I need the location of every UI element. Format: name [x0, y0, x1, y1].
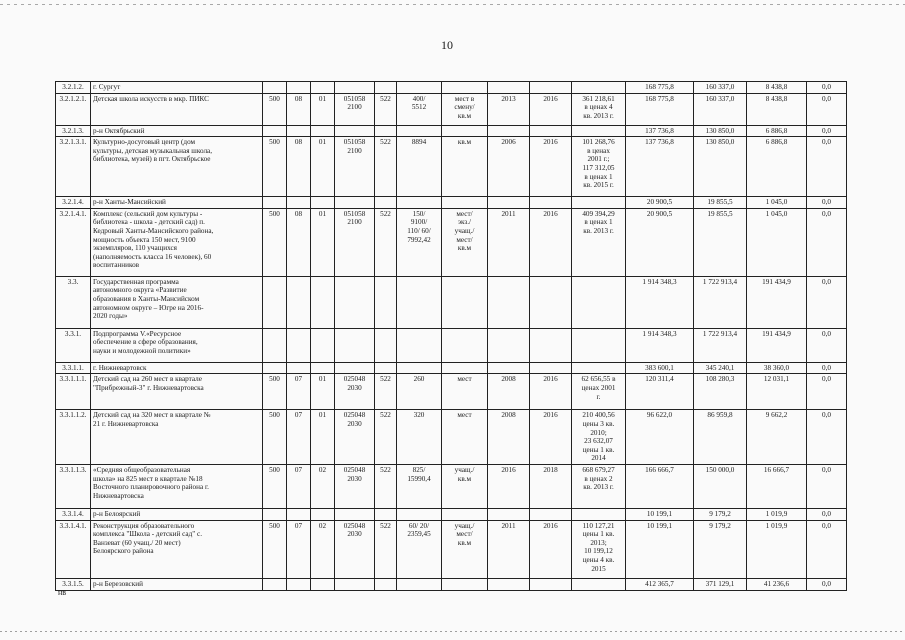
row-target-article: 025048 2030 — [335, 464, 375, 508]
row-glava — [263, 82, 287, 94]
row-local-amount: 8 438,8 — [747, 82, 807, 94]
row-budget-amount: 160 337,0 — [694, 82, 747, 94]
row-target-article — [335, 362, 375, 374]
row-razdel: 08 — [287, 208, 311, 276]
row-capacity — [397, 508, 442, 520]
row-end-year: 2016 — [530, 520, 572, 578]
table-row-project — [56, 410, 847, 465]
row-glava — [263, 362, 287, 374]
row-unit — [442, 578, 488, 590]
row-budget-amount: 19 855,5 — [694, 197, 747, 209]
row-unit — [442, 197, 488, 209]
row-estimated-cost — [572, 82, 626, 94]
row-percent: 0,0 — [807, 328, 847, 362]
row-budget-amount: 371 129,1 — [694, 578, 747, 590]
row-budget-amount: 150 000,0 — [694, 464, 747, 508]
row-razdel: 07 — [287, 464, 311, 508]
row-podrazdel: 01 — [311, 137, 335, 197]
row-code: 3.3.1.1.1. — [56, 374, 91, 410]
row-razdel: 07 — [287, 374, 311, 410]
scan-edge-bottom — [0, 631, 905, 632]
row-expense-type — [375, 125, 397, 137]
row-name: Комплекс (сельский дом культуры - библиотека - школа - детский сад) п. Кедровый Ханты-Мансийского района, мощность объекта 150 мест, 9100 экземпляров, 110 учащихся (наполняемость класса 16 человек), 60 воспитанников — [91, 208, 263, 276]
row-target-article — [335, 578, 375, 590]
row-unit: учащ./ кв.м — [442, 464, 488, 508]
row-target-article: 051058 2100 — [335, 208, 375, 276]
row-estimated-cost — [572, 125, 626, 137]
row-razdel: 08 — [287, 93, 311, 125]
row-unit: мест в смену/ кв.м — [442, 93, 488, 125]
scan-edge-top — [0, 4, 905, 5]
row-code: 3.3.1. — [56, 328, 91, 362]
row-name: р-н Октябрьский — [91, 125, 263, 137]
row-end-year — [530, 508, 572, 520]
row-podrazdel: 01 — [311, 93, 335, 125]
row-total-amount: 137 736,8 — [626, 125, 694, 137]
row-capacity: 260 — [397, 374, 442, 410]
row-start-year: 2011 — [488, 520, 530, 578]
table-row-project — [56, 93, 847, 125]
row-percent: 0,0 — [807, 578, 847, 590]
row-unit — [442, 276, 488, 328]
row-estimated-cost: 110 127,21 цены 1 кв. 2013; 10 199,12 цены 4 кв. 2015 — [572, 520, 626, 578]
table-row-project — [56, 374, 847, 410]
row-unit — [442, 328, 488, 362]
table-row-project — [56, 520, 847, 578]
row-glava: 500 — [263, 137, 287, 197]
row-target-article — [335, 328, 375, 362]
row-glava: 500 — [263, 93, 287, 125]
footer-mark: нв — [58, 588, 67, 597]
row-razdel — [287, 508, 311, 520]
row-code: 3.3.1.1.3. — [56, 464, 91, 508]
row-percent: 0,0 — [807, 410, 847, 465]
row-start-year: 2016 — [488, 464, 530, 508]
row-start-year: 2013 — [488, 93, 530, 125]
row-estimated-cost: 101 268,76 в ценах 2001 г.; 117 312,05 в ценах 1 кв. 2015 г. — [572, 137, 626, 197]
row-podrazdel — [311, 578, 335, 590]
row-expense-type — [375, 362, 397, 374]
row-glava — [263, 276, 287, 328]
row-estimated-cost: 361 218,61 в ценах 4 кв. 2013 г. — [572, 93, 626, 125]
row-name: р-н Березовский — [91, 578, 263, 590]
row-target-article: 025048 2030 — [335, 520, 375, 578]
row-budget-amount: 9 179,2 — [694, 508, 747, 520]
row-end-year: 2016 — [530, 93, 572, 125]
row-podrazdel — [311, 276, 335, 328]
row-end-year — [530, 197, 572, 209]
row-razdel — [287, 328, 311, 362]
row-start-year — [488, 508, 530, 520]
row-local-amount: 16 666,7 — [747, 464, 807, 508]
row-capacity — [397, 82, 442, 94]
row-percent: 0,0 — [807, 197, 847, 209]
row-percent: 0,0 — [807, 82, 847, 94]
row-target-article: 025048 2030 — [335, 374, 375, 410]
row-podrazdel — [311, 82, 335, 94]
row-code: 3.2.1.3.1. — [56, 137, 91, 197]
row-glava — [263, 508, 287, 520]
row-total-amount: 166 666,7 — [626, 464, 694, 508]
row-total-amount: 10 199,1 — [626, 520, 694, 578]
row-expense-type: 522 — [375, 520, 397, 578]
row-expense-type: 522 — [375, 137, 397, 197]
row-total-amount: 1 914 348,3 — [626, 276, 694, 328]
row-target-article — [335, 276, 375, 328]
row-unit: учащ./ мест/ кв.м — [442, 520, 488, 578]
row-podrazdel: 01 — [311, 410, 335, 465]
row-capacity — [397, 328, 442, 362]
row-total-amount: 168 775,8 — [626, 82, 694, 94]
row-local-amount: 6 886,8 — [747, 137, 807, 197]
row-percent: 0,0 — [807, 374, 847, 410]
row-name: р-н Белоярский — [91, 508, 263, 520]
row-estimated-cost — [572, 508, 626, 520]
row-unit: мест — [442, 410, 488, 465]
row-capacity: 150/ 9100/ 110/ 60/ 7992,42 — [397, 208, 442, 276]
row-capacity: 8894 — [397, 137, 442, 197]
row-podrazdel — [311, 328, 335, 362]
row-percent: 0,0 — [807, 276, 847, 328]
row-start-year: 2011 — [488, 208, 530, 276]
row-capacity — [397, 578, 442, 590]
row-percent: 0,0 — [807, 208, 847, 276]
row-expense-type: 522 — [375, 374, 397, 410]
row-estimated-cost — [572, 578, 626, 590]
row-podrazdel: 01 — [311, 208, 335, 276]
row-budget-amount: 345 240,1 — [694, 362, 747, 374]
row-name: г. Сургут — [91, 82, 263, 94]
row-glava: 500 — [263, 208, 287, 276]
row-total-amount: 412 365,7 — [626, 578, 694, 590]
row-percent: 0,0 — [807, 137, 847, 197]
row-budget-amount: 19 855,5 — [694, 208, 747, 276]
row-name: р-н Ханты-Мансийский — [91, 197, 263, 209]
row-glava: 500 — [263, 464, 287, 508]
row-end-year — [530, 125, 572, 137]
row-name: Культурно-досуговый центр (дом культуры, детская музыкальная школа, библиотека, музей) в пгт. Октябрьское — [91, 137, 263, 197]
row-percent: 0,0 — [807, 520, 847, 578]
table-body — [56, 82, 847, 591]
row-unit: кв.м — [442, 137, 488, 197]
table-row-project — [56, 208, 847, 276]
row-capacity — [397, 125, 442, 137]
row-local-amount: 41 236,6 — [747, 578, 807, 590]
row-unit: мест — [442, 374, 488, 410]
row-total-amount: 96 622,0 — [626, 410, 694, 465]
row-unit — [442, 362, 488, 374]
row-percent: 0,0 — [807, 93, 847, 125]
row-start-year — [488, 276, 530, 328]
row-end-year: 2016 — [530, 208, 572, 276]
row-code: 3.2.1.4.1. — [56, 208, 91, 276]
row-local-amount: 1 019,9 — [747, 520, 807, 578]
row-razdel — [287, 125, 311, 137]
row-total-amount: 1 914 348,3 — [626, 328, 694, 362]
row-glava — [263, 578, 287, 590]
row-local-amount: 38 360,0 — [747, 362, 807, 374]
row-code: 3.3.1.5. — [56, 578, 91, 590]
row-capacity — [397, 197, 442, 209]
row-podrazdel — [311, 508, 335, 520]
row-podrazdel: 02 — [311, 520, 335, 578]
table-row-territory — [56, 125, 847, 137]
row-podrazdel: 01 — [311, 374, 335, 410]
row-estimated-cost: 62 656,55 в ценах 2001 г. — [572, 374, 626, 410]
row-code: 3.3.1.4. — [56, 508, 91, 520]
table-row-territory — [56, 508, 847, 520]
row-percent: 0,0 — [807, 464, 847, 508]
row-total-amount: 168 775,8 — [626, 93, 694, 125]
row-budget-amount: 1 722 913,4 — [694, 276, 747, 328]
row-capacity — [397, 362, 442, 374]
row-end-year: 2016 — [530, 374, 572, 410]
row-percent: 0,0 — [807, 362, 847, 374]
table-row-program — [56, 328, 847, 362]
row-name: Реконструкция образовательного комплекса "Школа - детский сад" с. Ванзеват (60 учащ./ 20 мест) Белоярского района — [91, 520, 263, 578]
row-razdel — [287, 82, 311, 94]
row-budget-amount: 130 850,0 — [694, 125, 747, 137]
row-estimated-cost: 668 679,27 в ценах 2 кв. 2013 г. — [572, 464, 626, 508]
row-code: 3.3.1.1.2. — [56, 410, 91, 465]
row-razdel — [287, 276, 311, 328]
row-glava — [263, 197, 287, 209]
row-code: 3.3.1.1. — [56, 362, 91, 374]
row-budget-amount: 130 850,0 — [694, 137, 747, 197]
row-local-amount: 1 019,9 — [747, 508, 807, 520]
row-estimated-cost — [572, 362, 626, 374]
row-capacity: 825/ 15990,4 — [397, 464, 442, 508]
row-budget-amount: 9 179,2 — [694, 520, 747, 578]
investment-table — [55, 81, 847, 591]
row-target-article — [335, 508, 375, 520]
row-start-year: 2008 — [488, 410, 530, 465]
row-expense-type — [375, 82, 397, 94]
row-total-amount: 20 900,5 — [626, 197, 694, 209]
row-estimated-cost: 210 400,56 цены 3 кв. 2010; 23 632,07 цены 1 кв. 2014 — [572, 410, 626, 465]
row-name: Детский сад на 320 мест в квартале № 21 г. Нижневартовска — [91, 410, 263, 465]
row-target-article: 051058 2100 — [335, 137, 375, 197]
row-razdel — [287, 578, 311, 590]
table-row-territory — [56, 197, 847, 209]
row-local-amount: 191 434,9 — [747, 328, 807, 362]
row-capacity: 60/ 20/ 2359,45 — [397, 520, 442, 578]
row-start-year — [488, 125, 530, 137]
row-podrazdel — [311, 362, 335, 374]
row-target-article — [335, 125, 375, 137]
row-end-year — [530, 328, 572, 362]
row-start-year — [488, 578, 530, 590]
table-row-project — [56, 137, 847, 197]
row-total-amount: 10 199,1 — [626, 508, 694, 520]
row-start-year — [488, 197, 530, 209]
row-local-amount: 6 886,8 — [747, 125, 807, 137]
row-unit — [442, 82, 488, 94]
row-code: 3.2.1.4. — [56, 197, 91, 209]
row-name: Детская школа искусств в мкр. ПИКС — [91, 93, 263, 125]
row-total-amount: 20 900,5 — [626, 208, 694, 276]
row-expense-type: 522 — [375, 208, 397, 276]
row-razdel: 07 — [287, 520, 311, 578]
row-end-year: 2018 — [530, 464, 572, 508]
row-local-amount: 9 662,2 — [747, 410, 807, 465]
row-expense-type — [375, 276, 397, 328]
row-start-year: 2006 — [488, 137, 530, 197]
row-budget-amount: 1 722 913,4 — [694, 328, 747, 362]
row-expense-type: 522 — [375, 93, 397, 125]
table-row-project — [56, 464, 847, 508]
row-unit: мест/ экз./ учащ./ мест/ кв.м — [442, 208, 488, 276]
row-podrazdel: 02 — [311, 464, 335, 508]
row-code: 3.2.1.2.1. — [56, 93, 91, 125]
row-estimated-cost — [572, 276, 626, 328]
row-total-amount: 137 736,8 — [626, 137, 694, 197]
row-estimated-cost — [572, 197, 626, 209]
row-end-year — [530, 578, 572, 590]
row-unit — [442, 125, 488, 137]
row-glava: 500 — [263, 410, 287, 465]
row-start-year — [488, 82, 530, 94]
row-local-amount: 191 434,9 — [747, 276, 807, 328]
row-end-year — [530, 82, 572, 94]
row-estimated-cost: 409 394,29 в ценах 1 кв. 2013 г. — [572, 208, 626, 276]
row-expense-type — [375, 328, 397, 362]
row-budget-amount: 86 959,8 — [694, 410, 747, 465]
row-expense-type — [375, 578, 397, 590]
row-code: 3.3. — [56, 276, 91, 328]
row-local-amount: 12 031,1 — [747, 374, 807, 410]
row-start-year — [488, 362, 530, 374]
table-row-program — [56, 276, 847, 328]
row-razdel — [287, 362, 311, 374]
row-total-amount: 120 311,4 — [626, 374, 694, 410]
row-target-article — [335, 82, 375, 94]
row-local-amount: 8 438,8 — [747, 93, 807, 125]
row-name: Государственная программа автономного округа «Развитие образования в Ханты-Мансийском автономном округе – Югре на 2016- 2020 годы» — [91, 276, 263, 328]
table-row-territory — [56, 578, 847, 590]
row-percent: 0,0 — [807, 125, 847, 137]
row-razdel: 07 — [287, 410, 311, 465]
row-unit — [442, 508, 488, 520]
row-end-year: 2016 — [530, 410, 572, 465]
row-capacity: 400/ 5512 — [397, 93, 442, 125]
row-target-article: 051058 2100 — [335, 93, 375, 125]
table-row-territory — [56, 362, 847, 374]
row-razdel: 08 — [287, 137, 311, 197]
row-capacity — [397, 276, 442, 328]
row-target-article — [335, 197, 375, 209]
row-expense-type: 522 — [375, 464, 397, 508]
row-name: Детский сад на 260 мест в квартале "Прибрежный-3" г. Нижневартовска — [91, 374, 263, 410]
row-start-year: 2008 — [488, 374, 530, 410]
row-glava: 500 — [263, 520, 287, 578]
row-podrazdel — [311, 125, 335, 137]
row-estimated-cost — [572, 328, 626, 362]
row-start-year — [488, 328, 530, 362]
row-end-year — [530, 362, 572, 374]
row-glava: 500 — [263, 374, 287, 410]
row-local-amount: 1 045,0 — [747, 197, 807, 209]
row-name: г. Нижневартовск — [91, 362, 263, 374]
row-expense-type: 522 — [375, 410, 397, 465]
row-budget-amount: 160 337,0 — [694, 93, 747, 125]
row-total-amount: 383 600,1 — [626, 362, 694, 374]
row-code: 3.3.1.4.1. — [56, 520, 91, 578]
row-budget-amount: 108 280,3 — [694, 374, 747, 410]
table-row-territory — [56, 82, 847, 94]
row-name: «Средняя общеобразовательная школа» на 825 мест в квартале №18 Восточного планировочного района г. Нижневартовска — [91, 464, 263, 508]
row-code: 3.2.1.2. — [56, 82, 91, 94]
row-end-year: 2016 — [530, 137, 572, 197]
page-number: 10 — [441, 38, 453, 52]
row-capacity: 320 — [397, 410, 442, 465]
row-podrazdel — [311, 197, 335, 209]
row-end-year — [530, 276, 572, 328]
row-target-article: 025048 2030 — [335, 410, 375, 465]
row-percent: 0,0 — [807, 508, 847, 520]
row-glava — [263, 328, 287, 362]
row-glava — [263, 125, 287, 137]
row-code: 3.2.1.3. — [56, 125, 91, 137]
row-expense-type — [375, 508, 397, 520]
row-name: Подпрограмма V.«Ресурсное обеспечение в сфере образования, науки и молодежной политики» — [91, 328, 263, 362]
row-expense-type — [375, 197, 397, 209]
row-local-amount: 1 045,0 — [747, 208, 807, 276]
row-razdel — [287, 197, 311, 209]
